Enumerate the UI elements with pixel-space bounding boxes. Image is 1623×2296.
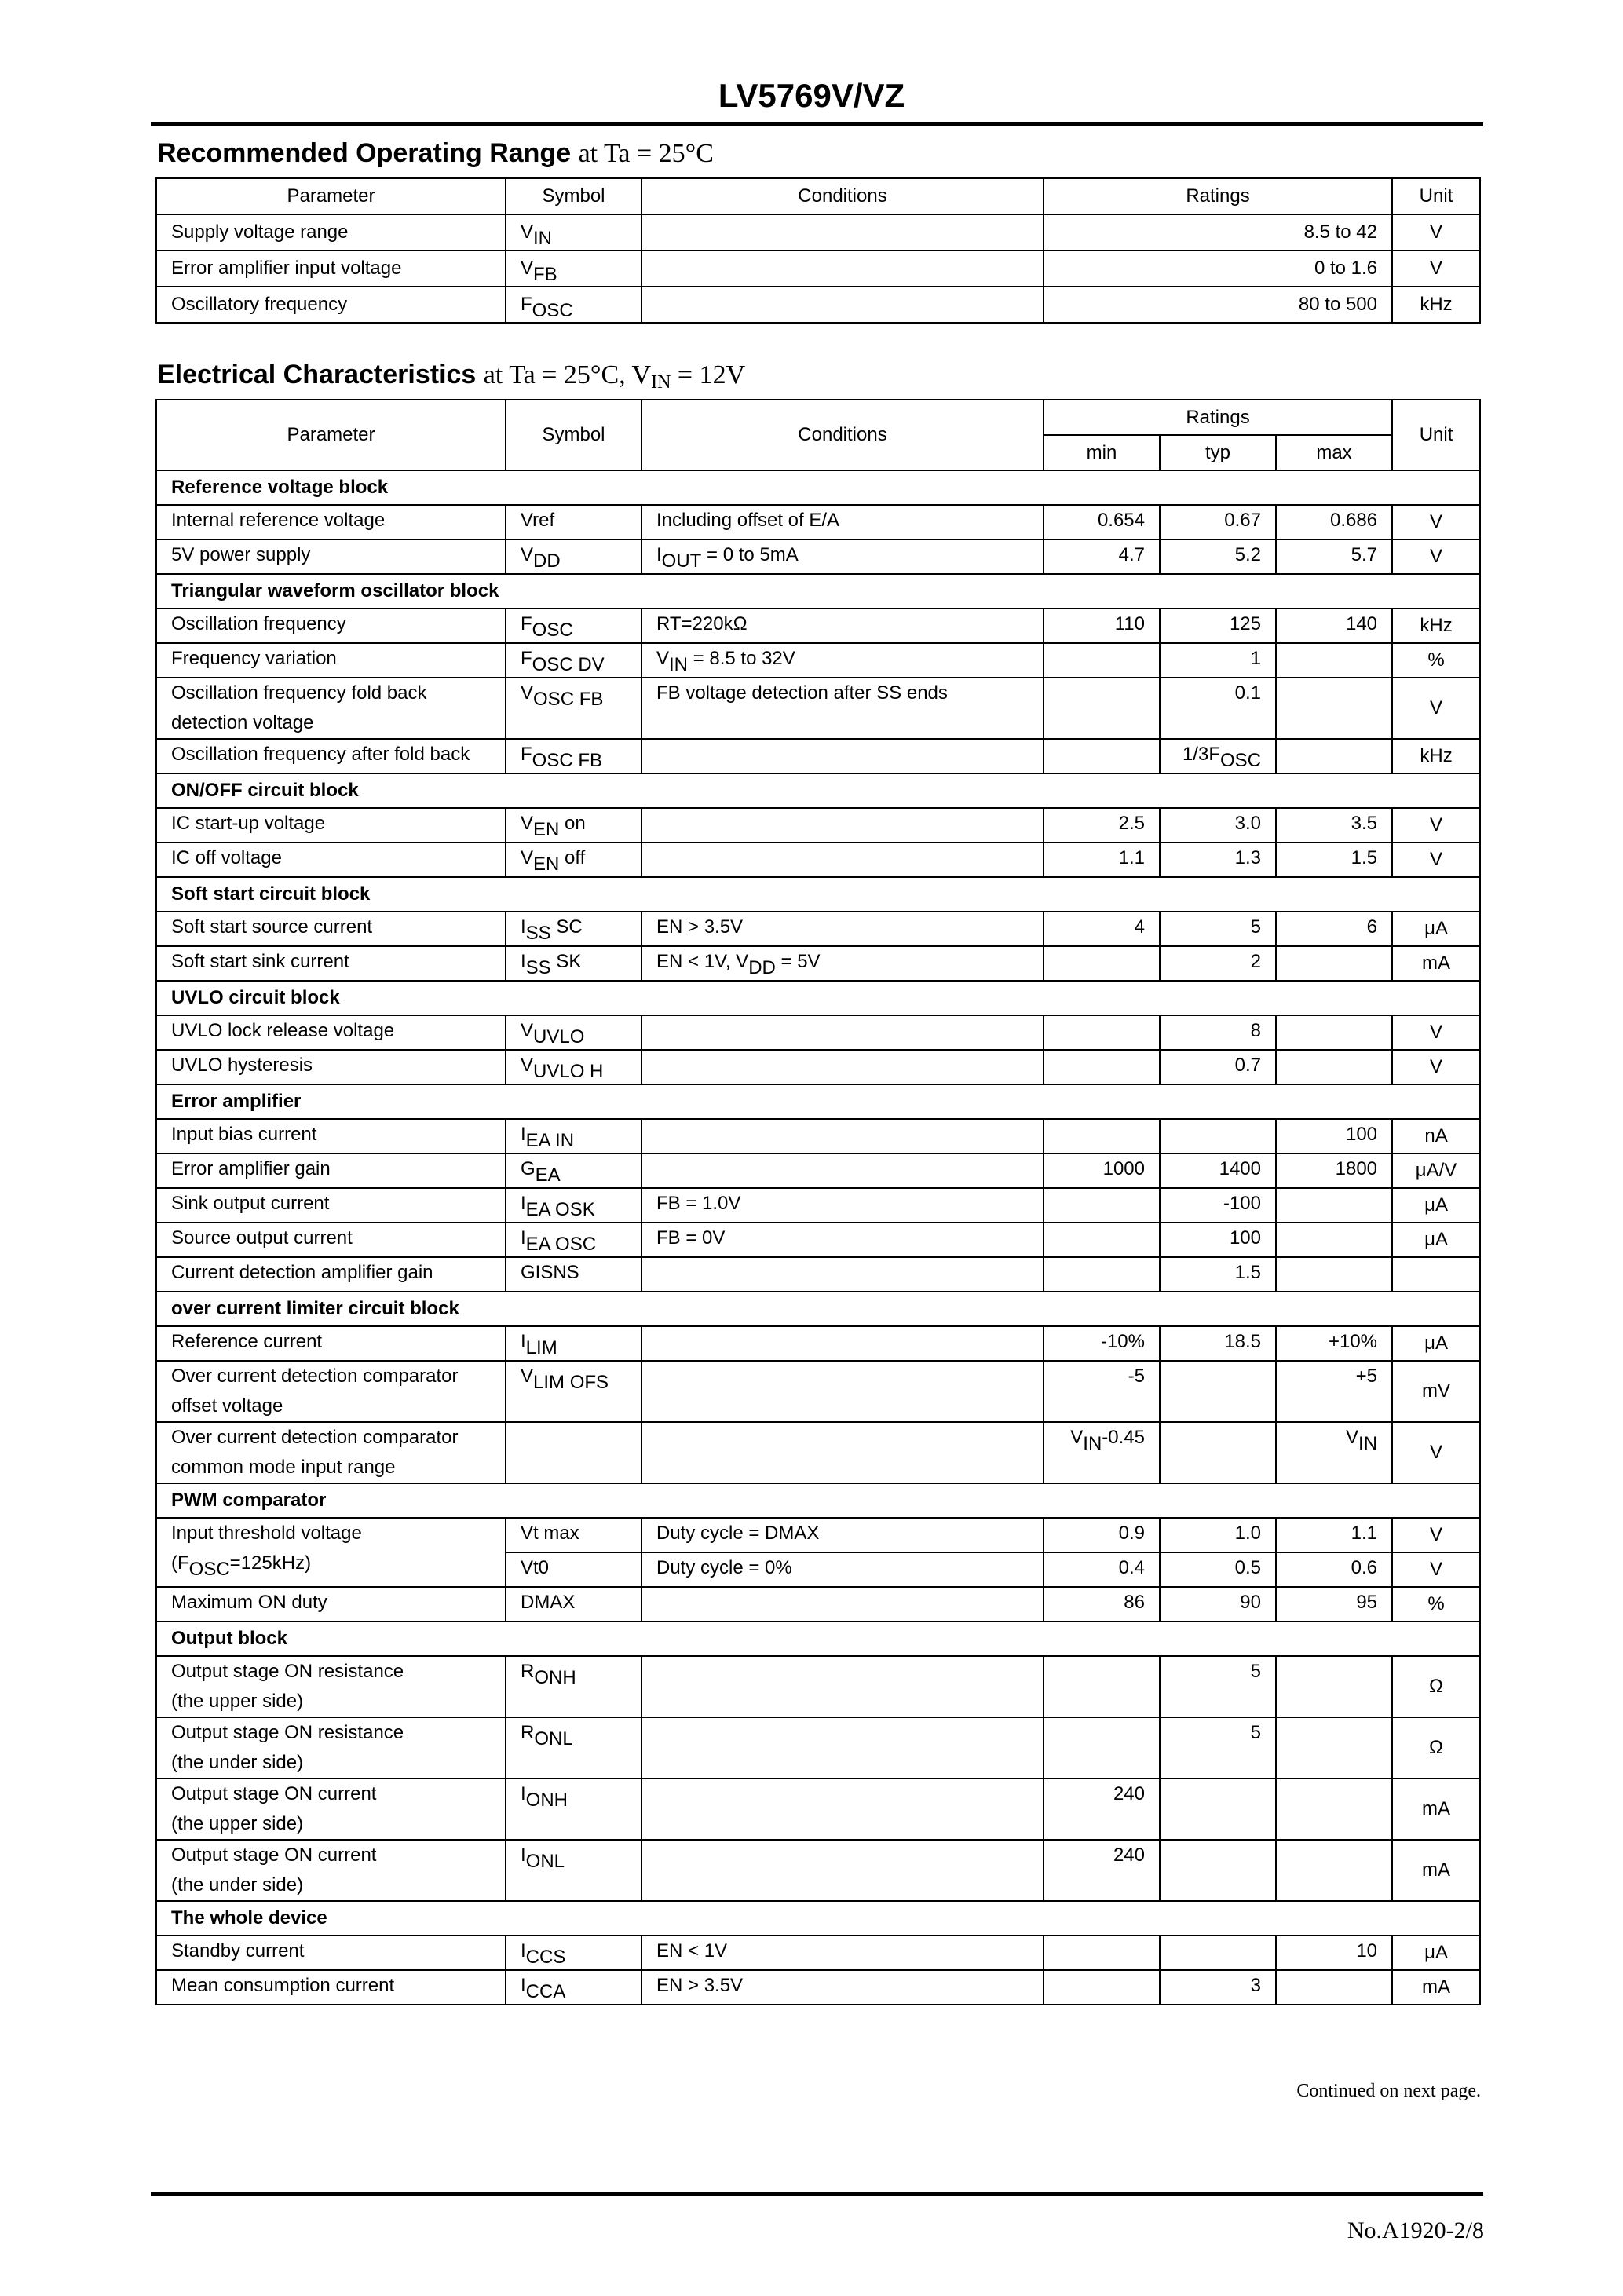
param-cell: Output stage ON resistance (the under side) [156,1717,506,1779]
unit-cell: V [1392,1015,1480,1050]
typ-cell: 0.1 [1160,678,1276,739]
typ-cell: 0.67 [1160,505,1276,539]
param-cell: 5V power supply [156,539,506,574]
unit-cell: μA/V [1392,1153,1480,1188]
min-cell: 2.5 [1044,808,1160,843]
symbol-cell: Vt0 [506,1552,642,1587]
document-number: No.A1920-2/8 [1347,2217,1484,2243]
electrical-table [155,399,1481,2005]
unit-cell: V [1392,214,1480,250]
conditions-cell: RT=220kΩ [642,609,1044,643]
unit-cell: μA [1392,1223,1480,1257]
header-conditions: Conditions [642,400,1044,470]
section-label: PWM comparator [156,1483,1480,1518]
symbol-cell: Vt max [506,1518,642,1552]
header-typ: typ [1160,435,1276,470]
max-cell: 100 [1276,1119,1392,1153]
section-label: The whole device [156,1901,1480,1936]
min-cell [1044,1936,1160,1970]
symbol-cell: $G_{EA}$ [506,1153,642,1188]
typ-cell: 0.5 [1160,1552,1276,1587]
header-unit: Unit [1392,400,1480,470]
header-parameter: Parameter [156,178,506,214]
continued-note: Continued on next page. [1296,2081,1481,2101]
table-row [156,1015,1480,1050]
max-cell [1276,1717,1392,1779]
conditions-cell [642,1779,1044,1840]
section-row [156,1621,1480,1656]
param-cell: IC start-up voltage [156,808,506,843]
max-cell [1276,1188,1392,1223]
header-conditions: Conditions [642,178,1044,214]
symbol-cell: $F_{OSC}$ [506,609,642,643]
recommended-heading: Recommended Operating Range [157,138,572,168]
table-row [156,1587,1480,1621]
table-row [156,1119,1480,1153]
min-cell: 0.9 [1044,1518,1160,1552]
table-row [156,643,1480,678]
typ-cell: 1.3 [1160,843,1276,877]
conditions-cell [642,739,1044,773]
param-cell: IC off voltage [156,843,506,877]
param-cell: Oscillatory frequency [156,287,506,323]
table-row [156,843,1480,877]
unit-cell [1392,1257,1480,1292]
page-title: LV5769V/VZ [718,77,905,114]
header-parameter: Parameter [156,400,506,470]
header-max: max [1276,435,1392,470]
unit-cell: V [1392,505,1480,539]
unit-cell: % [1392,643,1480,678]
min-cell [1044,1656,1160,1717]
unit-cell: Ω [1392,1717,1480,1779]
param-cell: Source output current [156,1223,506,1257]
table-row [156,912,1480,946]
table-row [156,946,1480,981]
section-label: ON/OFF circuit block [156,773,1480,808]
table-row [156,1223,1480,1257]
symbol-cell: $V_{LIM OFS}$ [506,1361,642,1422]
typ-cell: 3 [1160,1970,1276,2005]
param-cell: Output stage ON resistance (the upper side) [156,1656,506,1717]
typ-cell: 0.7 [1160,1050,1276,1084]
max-cell [1276,1779,1392,1840]
conditions-cell: Including offset of E/A [642,505,1044,539]
section-label: over current limiter circuit block [156,1292,1480,1326]
symbol-cell: $I_{SS}$ SC [506,912,642,946]
section-row [156,877,1480,912]
conditions-cell [642,843,1044,877]
param-cell: Frequency variation [156,643,506,678]
max-cell [1276,1015,1392,1050]
symbol-cell: $V_{FB}$ [506,250,642,287]
min-cell: 240 [1044,1779,1160,1840]
table-row [156,1361,1480,1422]
symbol-cell: $F_{OSC DV}$ [506,643,642,678]
typ-cell: -100 [1160,1188,1276,1223]
table-row [156,539,1480,574]
table-row [156,1326,1480,1361]
electrical-heading: Electrical Characteristics [157,360,477,389]
section-row [156,1483,1480,1518]
table-row [156,214,1480,250]
param-cell: Oscillation frequency after fold back [156,739,506,773]
recommended-condition: at Ta = 25°C [578,139,714,168]
typ-cell: 8 [1160,1015,1276,1050]
min-cell [1044,1015,1160,1050]
min-cell: 0.4 [1044,1552,1160,1587]
param-cell: Input threshold voltage $(F_{OSC}=125kHz)$ [156,1518,506,1587]
table-row [156,1257,1480,1292]
table-row [156,609,1480,643]
param-cell: Over current detection comparator common mode input range [156,1422,506,1483]
header-unit: Unit [1392,178,1480,214]
min-cell: $V_{IN}-0.45$ [1044,1422,1160,1483]
typ-cell [1160,1119,1276,1153]
table-row [156,505,1480,539]
section-row [156,981,1480,1015]
min-cell: -10% [1044,1326,1160,1361]
max-cell: 1.1 [1276,1518,1392,1552]
typ-cell: $1/3F_{OSC}$ [1160,739,1276,773]
conditions-cell: FB voltage detection after SS ends [642,678,1044,739]
table-row [156,678,1480,739]
typ-cell: 100 [1160,1223,1276,1257]
header-symbol: Symbol [506,178,642,214]
typ-cell [1160,1422,1276,1483]
max-cell [1276,1970,1392,2005]
conditions-cell: FB = 1.0V [642,1188,1044,1223]
conditions-cell [642,808,1044,843]
table-row [156,1970,1480,2005]
max-cell [1276,946,1392,981]
table-row [156,250,1480,287]
typ-cell: 18.5 [1160,1326,1276,1361]
unit-cell: μA [1392,1936,1480,1970]
min-cell [1044,739,1160,773]
section-row [156,1292,1480,1326]
max-cell [1276,643,1392,678]
max-cell [1276,1840,1392,1901]
max-cell [1276,678,1392,739]
param-cell: Over current detection comparator offset voltage [156,1361,506,1422]
typ-cell [1160,1361,1276,1422]
conditions-cell [642,1587,1044,1621]
max-cell: 0.6 [1276,1552,1392,1587]
rating-cell: 8.5 to 42 [1044,214,1392,250]
recommended-title [157,138,714,169]
typ-cell: 2 [1160,946,1276,981]
unit-cell: V [1392,808,1480,843]
typ-cell: 1 [1160,643,1276,678]
min-cell: 1000 [1044,1153,1160,1188]
section-label: Error amplifier [156,1084,1480,1119]
max-cell: 140 [1276,609,1392,643]
max-cell: $V_{IN}$ [1276,1422,1392,1483]
electrical-title [157,360,745,393]
header-rule [151,122,1483,126]
unit-cell: mA [1392,1840,1480,1901]
recommended-table [155,177,1481,324]
table-row [156,1936,1480,1970]
table-row [156,1779,1480,1840]
min-cell: 4.7 [1044,539,1160,574]
param-cell: Reference current [156,1326,506,1361]
section-label: UVLO circuit block [156,981,1480,1015]
conditions-cell [642,1119,1044,1153]
rating-cell: 80 to 500 [1044,287,1392,323]
max-cell: 6 [1276,912,1392,946]
section-row [156,1901,1480,1936]
max-cell [1276,1656,1392,1717]
min-cell: 86 [1044,1587,1160,1621]
unit-cell: kHz [1392,609,1480,643]
typ-cell: 1400 [1160,1153,1276,1188]
unit-cell: mA [1392,946,1480,981]
param-cell: Soft start sink current [156,946,506,981]
typ-cell: 5.2 [1160,539,1276,574]
unit-cell: V [1392,678,1480,739]
param-cell: Oscillation frequency [156,609,506,643]
conditions-cell: EN < 1V [642,1936,1044,1970]
param-cell: Sink output current [156,1188,506,1223]
unit-cell: V [1392,1552,1480,1587]
symbol-cell: $V_{UVLO}$ [506,1015,642,1050]
unit-cell: kHz [1392,287,1480,323]
symbol-cell: $I_{EA OSC}$ [506,1223,642,1257]
min-cell [1044,1970,1160,2005]
header-ratings: Ratings [1044,400,1392,435]
symbol-cell: Vref [506,505,642,539]
table-header-row [156,400,1480,435]
unit-cell: mA [1392,1970,1480,2005]
table-row [156,1717,1480,1779]
max-cell: 10 [1276,1936,1392,1970]
param-cell: UVLO hysteresis [156,1050,506,1084]
param-cell: Standby current [156,1936,506,1970]
unit-cell: μA [1392,1326,1480,1361]
typ-cell [1160,1840,1276,1901]
conditions-cell [642,1422,1044,1483]
conditions-cell: $V_{IN} = 8.5$ to 32V [642,643,1044,678]
min-cell: 240 [1044,1840,1160,1901]
symbol-cell: $V_{EN}$ off [506,843,642,877]
unit-cell: V [1392,1050,1480,1084]
table-row [156,1840,1480,1901]
conditions-cell: $I_{OUT} = 0$ to 5mA [642,539,1044,574]
table-row [156,808,1480,843]
section-row [156,1084,1480,1119]
unit-cell: mV [1392,1361,1480,1422]
min-cell: 4 [1044,912,1160,946]
max-cell: 1800 [1276,1153,1392,1188]
param-cell: Input bias current [156,1119,506,1153]
param-cell: Error amplifier gain [156,1153,506,1188]
param-cell: Output stage ON current (the upper side) [156,1779,506,1840]
min-cell: 110 [1044,609,1160,643]
symbol-cell [506,1422,642,1483]
unit-cell: nA [1392,1119,1480,1153]
table-row [156,1656,1480,1717]
symbol-cell: $I_{ONH}$ [506,1779,642,1840]
conditions-cell: Duty cycle = 0% [642,1552,1044,1587]
conditions-cell: FB = 0V [642,1223,1044,1257]
unit-cell: V [1392,1422,1480,1483]
conditions-cell [642,1257,1044,1292]
unit-cell: μA [1392,912,1480,946]
param-cell: Supply voltage range [156,214,506,250]
min-cell: 1.1 [1044,843,1160,877]
typ-cell: 5 [1160,912,1276,946]
symbol-cell: $I_{SS}$ SK [506,946,642,981]
section-label: Soft start circuit block [156,877,1480,912]
table-row [156,739,1480,773]
conditions-cell [642,287,1044,323]
conditions-cell [642,1656,1044,1717]
max-cell: 3.5 [1276,808,1392,843]
header-ratings: Ratings [1044,178,1392,214]
section-row [156,470,1480,505]
conditions-cell [642,1361,1044,1422]
section-row [156,574,1480,609]
header-symbol: Symbol [506,400,642,470]
section-label: Reference voltage block [156,470,1480,505]
param-cell: Oscillation frequency fold back detection voltage [156,678,506,739]
max-cell: 0.686 [1276,505,1392,539]
symbol-cell: $F_{OSC}$ [506,287,642,323]
typ-cell: 3.0 [1160,808,1276,843]
symbol-cell: GISNS [506,1257,642,1292]
table-row [156,1153,1480,1188]
min-cell [1044,1050,1160,1084]
symbol-cell: $V_{EN}$ on [506,808,642,843]
min-cell [1044,1717,1160,1779]
typ-cell: 90 [1160,1587,1276,1621]
typ-cell [1160,1936,1276,1970]
min-cell: 0.654 [1044,505,1160,539]
min-cell [1044,946,1160,981]
symbol-cell: $V_{IN}$ [506,214,642,250]
typ-cell: 1.5 [1160,1257,1276,1292]
max-cell [1276,739,1392,773]
param-cell: Soft start source current [156,912,506,946]
symbol-cell: $I_{EA IN}$ [506,1119,642,1153]
section-label: Triangular waveform oscillator block [156,574,1480,609]
max-cell: 1.5 [1276,843,1392,877]
conditions-cell [642,1015,1044,1050]
symbol-cell: $V_{DD}$ [506,539,642,574]
param-cell: Mean consumption current [156,1970,506,2005]
max-cell: +5 [1276,1361,1392,1422]
conditions-cell [642,1153,1044,1188]
section-label: Output block [156,1621,1480,1656]
unit-cell: μA [1392,1188,1480,1223]
table-row [156,1518,1480,1552]
typ-cell: 5 [1160,1717,1276,1779]
unit-cell: Ω [1392,1656,1480,1717]
symbol-cell: $R_{ONL}$ [506,1717,642,1779]
typ-cell: 1.0 [1160,1518,1276,1552]
unit-cell: V [1392,539,1480,574]
max-cell [1276,1223,1392,1257]
table-header-row [156,178,1480,214]
min-cell [1044,1223,1160,1257]
param-cell: Internal reference voltage [156,505,506,539]
typ-cell: 125 [1160,609,1276,643]
conditions-cell [642,250,1044,287]
table-row [156,1422,1480,1483]
conditions-cell [642,1326,1044,1361]
min-cell [1044,678,1160,739]
symbol-cell: DMAX [506,1587,642,1621]
conditions-cell [642,1717,1044,1779]
electrical-condition: at Ta = 25°C, $V_{IN} = 12V$ [483,360,746,393]
symbol-cell: $I_{LIM}$ [506,1326,642,1361]
symbol-cell: $I_{ONL}$ [506,1840,642,1901]
unit-cell: % [1392,1587,1480,1621]
unit-cell: kHz [1392,739,1480,773]
max-cell [1276,1050,1392,1084]
rating-cell: 0 to 1.6 [1044,250,1392,287]
max-cell [1276,1257,1392,1292]
param-cell: Current detection amplifier gain [156,1257,506,1292]
min-cell [1044,1257,1160,1292]
min-cell [1044,1119,1160,1153]
min-cell [1044,1188,1160,1223]
conditions-cell: EN > 3.5V [642,1970,1044,2005]
unit-cell: V [1392,843,1480,877]
symbol-cell: $R_{ONH}$ [506,1656,642,1717]
conditions-cell: EN < 1V, $V_{DD} = 5V$ [642,946,1044,981]
footer-rule [151,2192,1483,2196]
conditions-cell: EN > 3.5V [642,912,1044,946]
header-min: min [1044,435,1160,470]
symbol-cell: $V_{OSC FB}$ [506,678,642,739]
symbol-cell: $I_{CCS}$ [506,1936,642,1970]
param-cell: Error amplifier input voltage [156,250,506,287]
table-row [156,1050,1480,1084]
unit-cell: V [1392,1518,1480,1552]
symbol-cell: $V_{UVLO H}$ [506,1050,642,1084]
param-cell: UVLO lock release voltage [156,1015,506,1050]
conditions-cell [642,214,1044,250]
unit-cell: V [1392,250,1480,287]
typ-cell: 5 [1160,1656,1276,1717]
symbol-cell: $I_{CCA}$ [506,1970,642,2005]
section-row [156,773,1480,808]
param-cell: Maximum ON duty [156,1587,506,1621]
conditions-cell [642,1840,1044,1901]
conditions-cell [642,1050,1044,1084]
symbol-cell: $F_{OSC FB}$ [506,739,642,773]
max-cell: 5.7 [1276,539,1392,574]
table-row [156,1188,1480,1223]
param-cell: Output stage ON current (the under side) [156,1840,506,1901]
unit-cell: mA [1392,1779,1480,1840]
min-cell: -5 [1044,1361,1160,1422]
conditions-cell: Duty cycle = DMAX [642,1518,1044,1552]
max-cell: 95 [1276,1587,1392,1621]
min-cell [1044,643,1160,678]
typ-cell [1160,1779,1276,1840]
max-cell: +10% [1276,1326,1392,1361]
table-row [156,287,1480,323]
symbol-cell: $I_{EA OSK}$ [506,1188,642,1223]
